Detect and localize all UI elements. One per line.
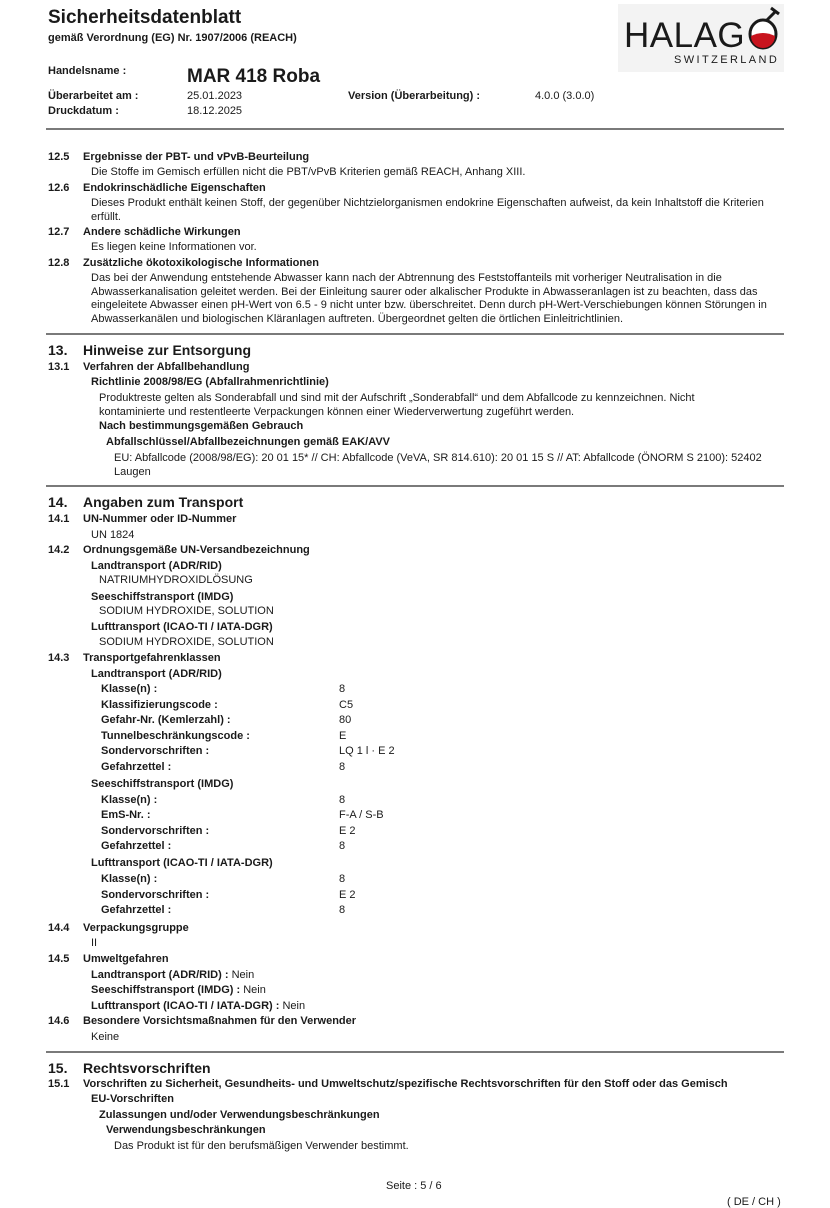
kv-key: Klasse(n) : — [101, 873, 158, 885]
env-row: Seeschiffstransport (IMDG) : Nein — [91, 984, 266, 996]
page-number: Seite : 5 / 6 — [386, 1180, 442, 1192]
kv-value: 8 — [339, 794, 346, 806]
env-row: Lufttransport (ICAO-TI / IATA-DGR) : Nein — [91, 1000, 306, 1012]
section-heading: Endokrinschädliche Eigenschaften — [83, 182, 266, 194]
section-number: 14.3 — [48, 652, 70, 664]
kv-key: Sondervorschriften : — [101, 825, 210, 837]
kv-value: 8 — [339, 904, 346, 916]
section-heading: Verpackungsgruppe — [83, 922, 189, 934]
section-heading: Ergebnisse der PBT- und vPvB-Beurteilung — [83, 151, 310, 163]
sub-heading: Verwendungsbeschränkungen — [106, 1124, 266, 1136]
logo-subtitle: SWITZERLAND — [674, 54, 780, 66]
section-heading: Ordnungsgemäße UN-Versandbezeichnung — [83, 544, 310, 556]
section-text: Das bei der Anwendung entstehende Abwasser kann nach der Abtrennung des Feststoffanteils mit vorheriger Neutralisation in die Abwasserkanalisation geleitet werden. Bei der Einleitung saurer oder alkalischer Produkte in Abwasseranlagen ist zu beachten, dass das eingeleitete Abwasser einen pH-Wert von 6.5 - 9 nicht unter bzw. überschreitet. Denn durch pH-Wert-Verschiebungen können Störungen in Abwasserkanälen und biologischen Kläranlagen auftreten. Übergeordnet gelten die örtlichen Einleitrichtlinien. — [91, 272, 767, 325]
section-number: 12.8 — [48, 257, 70, 269]
section-heading: UN-Nummer oder ID-Nummer — [83, 513, 237, 525]
kv-value: 8 — [339, 761, 346, 773]
document-subtitle: gemäß Verordnung (EG) Nr. 1907/2006 (REACH) — [48, 32, 297, 44]
sub-heading: Lufttransport (ICAO-TI / IATA-DGR) — [91, 857, 273, 869]
kv-key: Sondervorschriften : — [101, 889, 210, 901]
locale-label: ( DE / CH ) — [727, 1196, 781, 1208]
kv-key: Gefahr-Nr. (Kemlerzahl) : — [101, 714, 231, 726]
section-text: EU: Abfallcode (2008/98/EG): 20 01 15* // CH: Abfallcode (VeVA, SR 814.610): 20 01 15 S // AT: Abfallcode (ÖNORM S 2100): 52402 Laugen — [114, 452, 762, 478]
kv-value: 8 — [339, 683, 346, 695]
kv-key: Tunnelbeschränkungscode : — [101, 730, 250, 742]
section-text: Produktreste gelten als Sonderabfall und sind mit der Aufschrift „Sonderabfall“ und dem Abfallcode zu kennzeichnen. Nicht kontaminierte und restentleerte Verpackungen können einer Wiederverwertung zugeführt werden. — [99, 392, 695, 418]
env-row: Landtransport (ADR/RID) : Nein — [91, 969, 255, 981]
section-divider — [46, 1051, 784, 1053]
kv-value: 80 — [339, 714, 352, 726]
chapter-title: Rechtsvorschriften — [83, 1060, 211, 1076]
chapter-number: 14. — [48, 494, 68, 510]
kv-key: Gefahrzettel : — [101, 840, 172, 852]
section-number: 14.5 — [48, 953, 70, 965]
kv-value: C5 — [339, 699, 354, 711]
section-heading: Umweltgefahren — [83, 953, 169, 965]
section-number: 12.6 — [48, 182, 70, 194]
section-number: 14.1 — [48, 513, 70, 525]
sub-heading: EU-Vorschriften — [91, 1093, 174, 1105]
section-heading: Besondere Vorsichtsmaßnahmen für den Verwender — [83, 1015, 357, 1027]
sub-heading: Lufttransport (ICAO-TI / IATA-DGR) — [91, 621, 273, 633]
section-number: 14.4 — [48, 922, 70, 934]
logo-text: HALAG — [624, 16, 746, 55]
header-divider — [46, 128, 784, 130]
section-heading: Zusätzliche ökotoxikologische Informationen — [83, 257, 319, 269]
kv-key: Klasse(n) : — [101, 794, 158, 806]
kv-value: E — [339, 730, 347, 742]
section-text: II — [91, 937, 98, 949]
kv-value: E 2 — [339, 825, 356, 837]
section-text: NATRIUMHYDROXIDLÖSUNG — [99, 574, 253, 586]
chapter-title: Hinweise zur Entsorgung — [83, 342, 252, 358]
section-text: SODIUM HYDROXIDE, SOLUTION — [99, 605, 274, 617]
section-number: 14.6 — [48, 1015, 70, 1027]
section-heading: Transportgefahrenklassen — [83, 652, 221, 664]
version-value: 4.0.0 (3.0.0) — [535, 90, 595, 102]
section-text: UN 1824 — [91, 529, 135, 541]
trade-name-label: Handelsname : — [48, 65, 127, 77]
section-heading: Vorschriften zu Sicherheit, Gesundheits- und Umweltschutz/spezifische Rechtsvorschriften für den Stoff oder das Gemisch — [83, 1078, 728, 1090]
kv-value: LQ 1 l · E 2 — [339, 745, 395, 757]
chapter-title: Angaben zum Transport — [83, 494, 244, 510]
chapter-number: 13. — [48, 342, 68, 358]
trade-name: MAR 418 Roba — [187, 66, 321, 87]
sub-heading: Landtransport (ADR/RID) — [91, 560, 222, 572]
section-divider — [46, 485, 784, 487]
sub-heading: Zulassungen und/oder Verwendungsbeschränkungen — [99, 1109, 380, 1121]
sub-heading: Nach bestimmungsgemäßen Gebrauch — [99, 420, 304, 432]
section-text: SODIUM HYDROXIDE, SOLUTION — [99, 636, 274, 648]
kv-value: 8 — [339, 840, 346, 852]
section-number: 12.5 — [48, 151, 70, 163]
kv-key: Gefahrzettel : — [101, 761, 172, 773]
section-text: Dieses Produkt enthält keinen Stoff, der gegenüber Nichtzielorganismen endokrine Eigenschaften aufweist, da kein Inhaltstoff die Kriterien erfüllt. — [91, 197, 764, 223]
chapter-number: 15. — [48, 1060, 68, 1076]
kv-key: Gefahrzettel : — [101, 904, 172, 916]
section-number: 14.2 — [48, 544, 70, 556]
sub-heading: Seeschiffstransport (IMDG) — [91, 778, 234, 790]
kv-key: Sondervorschriften : — [101, 745, 210, 757]
section-number: 12.7 — [48, 226, 70, 238]
section-text: Es liegen keine Informationen vor. — [91, 241, 257, 253]
sub-heading: Abfallschlüssel/Abfallbezeichnungen gemäß EAK/AVV — [106, 436, 391, 448]
print-date-label: Druckdatum : — [48, 105, 119, 117]
kv-value: F-A / S-B — [339, 809, 384, 821]
section-heading: Verfahren der Abfallbehandlung — [83, 361, 250, 373]
section-text: Keine — [91, 1031, 120, 1043]
print-date-value: 18.12.2025 — [187, 105, 243, 117]
revised-label: Überarbeitet am : — [48, 90, 139, 102]
version-label: Version (Überarbeitung) : — [348, 90, 481, 102]
sub-heading: Richtlinie 2008/98/EG (Abfallrahmenrichtlinie) — [91, 376, 329, 388]
section-number: 13.1 — [48, 361, 70, 373]
section-heading: Andere schädliche Wirkungen — [83, 226, 241, 238]
section-number: 15.1 — [48, 1078, 70, 1090]
section-divider — [46, 333, 784, 335]
revised-value: 25.01.2023 — [187, 90, 243, 102]
kv-key: EmS-Nr. : — [101, 809, 151, 821]
section-text: Die Stoffe im Gemisch erfüllen nicht die PBT/vPvB Kriterien gemäß REACH, Anhang XIII. — [91, 166, 526, 178]
sub-heading: Landtransport (ADR/RID) — [91, 668, 222, 680]
flask-icon — [745, 6, 781, 50]
kv-value: E 2 — [339, 889, 356, 901]
kv-key: Klassifizierungscode : — [101, 699, 218, 711]
section-text: Das Produkt ist für den berufsmäßigen Verwender bestimmt. — [114, 1140, 409, 1152]
document-title: Sicherheitsdatenblatt — [48, 7, 242, 28]
sub-heading: Seeschiffstransport (IMDG) — [91, 591, 234, 603]
kv-value: 8 — [339, 873, 346, 885]
kv-key: Klasse(n) : — [101, 683, 158, 695]
